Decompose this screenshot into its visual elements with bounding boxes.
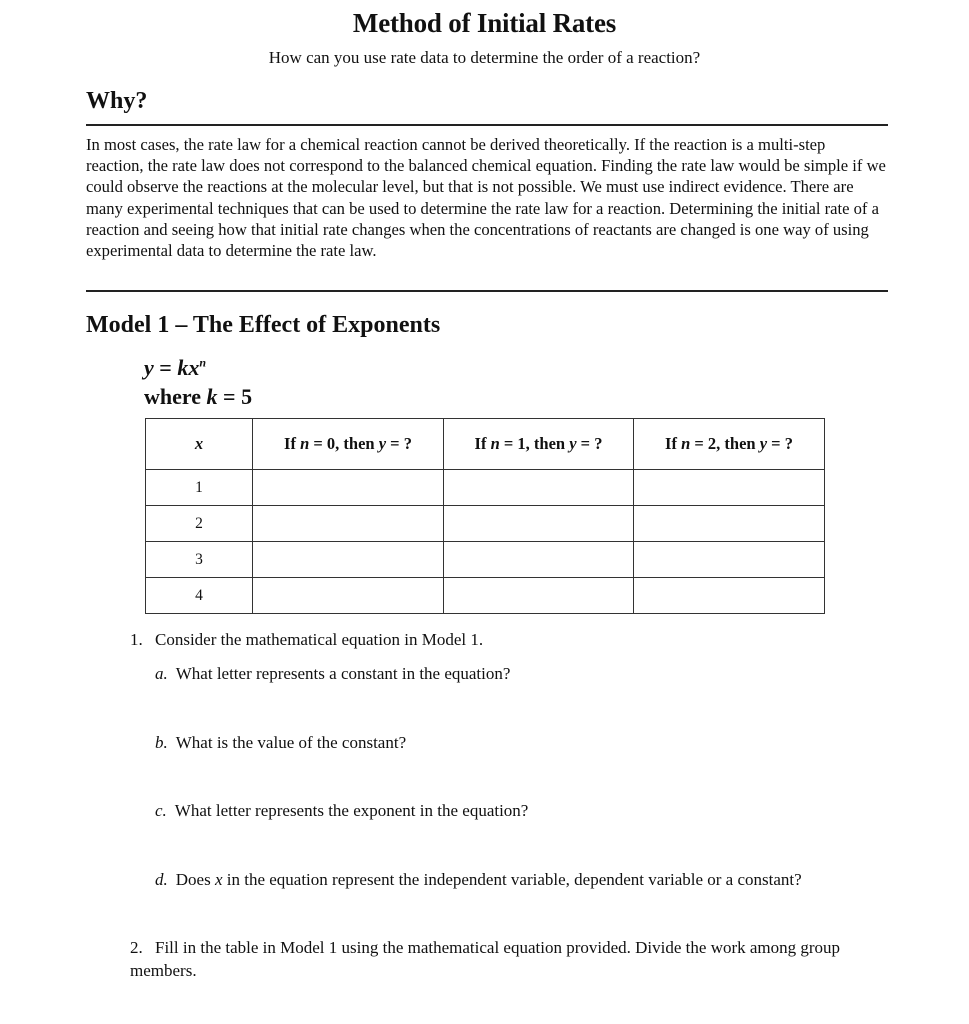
eq-n: n <box>199 355 206 370</box>
h1-mid: = 1, then <box>499 434 570 453</box>
q1d-pre: Does <box>175 870 215 889</box>
why-bottom-rule <box>86 290 888 292</box>
header-n0 <box>253 419 444 470</box>
h1-var: n <box>490 434 500 453</box>
answer-cell[interactable] <box>253 506 444 542</box>
eq-y: y <box>144 355 154 380</box>
question-1b <box>155 733 406 753</box>
question-2 <box>130 936 890 982</box>
q1d-text: in the equation represent the independent variable, dependent variable or a constant? <box>222 870 802 889</box>
q1d-var: x <box>214 870 223 889</box>
answer-cell[interactable] <box>634 506 825 542</box>
model-table <box>145 418 825 614</box>
answer-cell[interactable] <box>253 542 444 578</box>
model-heading: Model 1 – The Effect of Exponents <box>86 312 441 338</box>
table-header-row <box>146 419 825 470</box>
h0-mid: = 0, then <box>309 434 379 453</box>
question-1d <box>155 870 802 890</box>
model-equation <box>144 355 206 381</box>
h1-y: y <box>569 434 577 453</box>
eq-equals: = <box>153 355 178 380</box>
q1c-text: What letter represents the exponent in the equation? <box>174 801 529 820</box>
h2-y: y <box>759 434 768 453</box>
table-row <box>146 470 825 506</box>
q2-text: Fill in the table in Model 1 using the mathematical equation provided. Divide the work among group members. <box>130 938 841 980</box>
eq-k: k <box>177 355 189 380</box>
h0-pre: If <box>284 434 301 453</box>
header-x <box>146 419 253 470</box>
h2-post: = ? <box>767 434 793 453</box>
q1d-letter: d. <box>155 870 168 889</box>
why-heading: Why? <box>86 88 148 114</box>
answer-cell[interactable] <box>444 470 634 506</box>
answer-cell[interactable] <box>444 542 634 578</box>
question-1a <box>155 664 510 684</box>
h2-var: n <box>681 434 691 453</box>
header-n2 <box>634 419 825 470</box>
question-1c <box>155 801 528 821</box>
answer-cell[interactable] <box>253 578 444 614</box>
row-x-value: 2 <box>146 506 253 542</box>
h2-mid: = 2, then <box>690 434 760 453</box>
answer-cell[interactable] <box>634 470 825 506</box>
h1-post: = ? <box>576 434 603 453</box>
q1b-text: What is the value of the constant? <box>175 733 407 752</box>
table-row <box>146 578 825 614</box>
h2-pre: If <box>665 434 682 453</box>
q1b-letter: b. <box>155 733 168 752</box>
page-title: Method of Initial Rates <box>352 8 617 38</box>
where-prefix: where <box>144 384 207 409</box>
table-row <box>146 542 825 578</box>
table-row <box>146 506 825 542</box>
answer-cell[interactable] <box>634 578 825 614</box>
h1-pre: If <box>474 434 491 453</box>
q2-number: 2. <box>130 938 143 957</box>
q1-text: Consider the mathematical equation in Model 1. <box>155 630 484 649</box>
h0-post: = ? <box>386 434 412 453</box>
why-paragraph: In most cases, the rate law for a chemical reaction cannot be derived theoretically. If the reaction is a multi-step reaction, the rate law does not correspond to the balanced chemical equation. Finding the rate law would be simple if we could observe the reactions at the molecular level, but that is not possible. We must use indirect evidence. There are many experimental techniques that can be used to determine the rate law for a reaction. Determining the initial rate of a reaction and seeing how that initial rate changes when the concentrations of reactants are changed is one way of using experimental data to determine the rate law. <box>86 135 886 261</box>
row-x-value: 1 <box>146 470 253 506</box>
eq-x: x <box>188 355 200 380</box>
q1a-letter: a. <box>155 664 168 683</box>
answer-cell[interactable] <box>444 506 634 542</box>
answer-cell[interactable] <box>253 470 444 506</box>
q1a-text: What letter represents a constant in the equation? <box>175 664 511 683</box>
where-k: k <box>206 384 218 409</box>
page-subtitle: How can you use rate data to determine the order of a reaction? <box>268 48 701 67</box>
answer-cell[interactable] <box>444 578 634 614</box>
q1c-letter: c. <box>155 801 167 820</box>
header-x-label: x <box>194 434 204 453</box>
where-rest: = 5 <box>217 384 253 409</box>
row-x-value: 3 <box>146 542 253 578</box>
h0-var: n <box>300 434 310 453</box>
model-where <box>144 384 252 410</box>
answer-cell[interactable] <box>634 542 825 578</box>
q1-number: 1. <box>130 630 143 649</box>
row-x-value: 4 <box>146 578 253 614</box>
header-n1 <box>444 419 634 470</box>
why-top-rule <box>86 124 888 126</box>
h0-y: y <box>378 434 387 453</box>
question-1 <box>130 630 483 650</box>
